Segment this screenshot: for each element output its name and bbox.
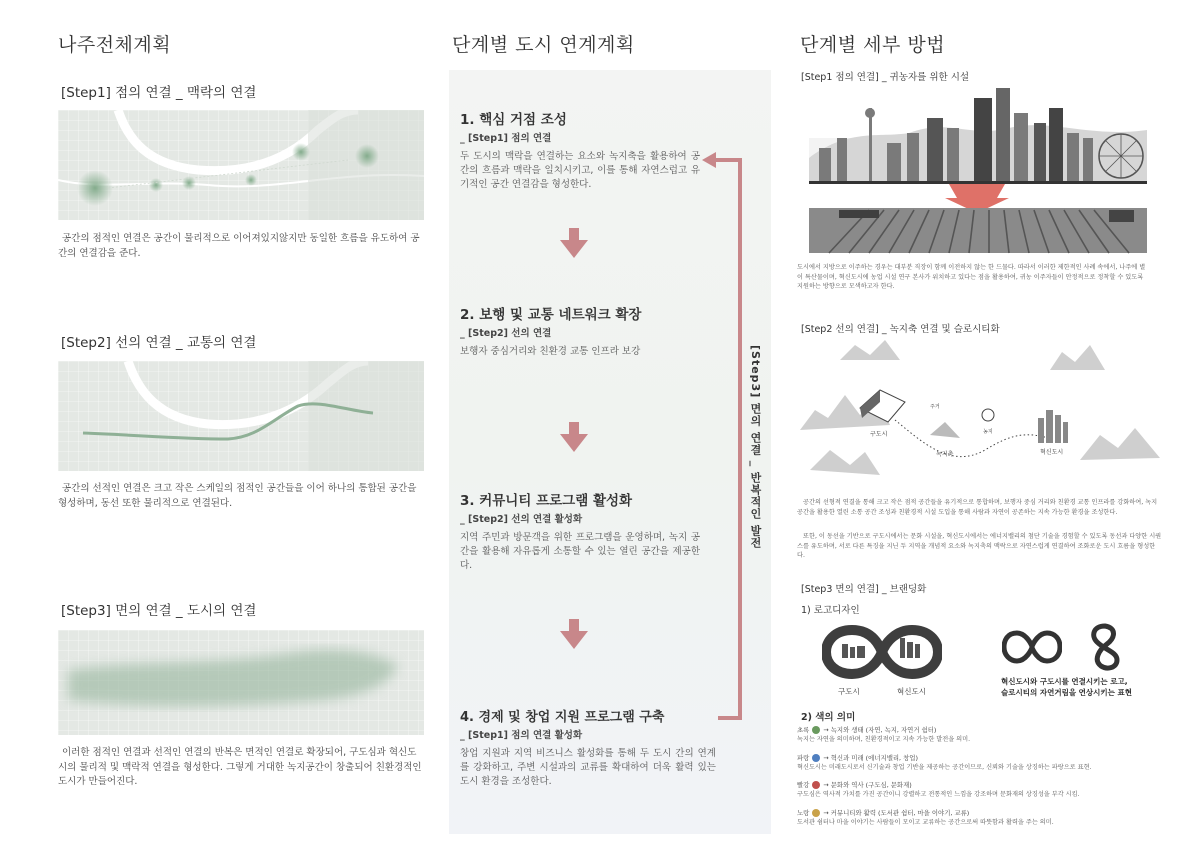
s1-text: 도시에서 지방으로 이주하는 경우는 대부분 직장이 함께 이전하지 않는 한 드물다. 따라서 이러한 제한적인 사례 속에서, 나주에 별이 특산물이며, 혁신도시에 농업 시설 연구 본사가 위치하고 있다는 점을 활용하여, 귀농 이주자들이 안정적으로 정착할 수 있도록 지원하는 방향으로 모색하고자 한다.	[797, 264, 1146, 291]
color-name: 초록	[797, 726, 810, 734]
plan-item-title: 1. 핵심 거점 조성	[460, 112, 567, 128]
plan-item-sub: _ [Step1] 점의 연결 활성화	[460, 730, 583, 741]
plan-item-text: 창업 지원과 지역 비즈니스 활성화를 통해 두 도시 간의 연계를 강화하고, 주변 시설과의 교류를 확대하여 더욱 활력 있는 도시 환경을 조성한다.	[460, 748, 716, 787]
logo-design-heading: 1) 로고디자인	[801, 605, 860, 616]
color-item-blue	[797, 753, 1167, 773]
green-dot-icon	[812, 726, 820, 734]
arrow-down-icon	[560, 619, 588, 653]
plan-item-2	[460, 303, 720, 359]
s2-heading: [Step2 선의 연결] _ 녹지축 연결 및 슬로시티화	[801, 324, 1000, 335]
color-name: 노랑	[797, 808, 810, 817]
s2-text-2: 또한, 이 동선을 기반으로 구도시에서는 문화 시설을, 혁신도시에서는 에너지밸리의 첨단 기술을 경험할 수 있도록 동선과 다양한 시퀀스를 유도하며, 서로 다른 특징을 지닌 두 지역을 개념적 요소와 녹지축의 맥락으로 자연스럽게 연결하여 조화로운 도시 흐름을 형성한다.	[797, 533, 1162, 560]
color-item-yellow	[797, 808, 1167, 828]
logo-label-innovation-city: 혁신도시	[897, 687, 926, 696]
label-house: 주거	[930, 404, 940, 410]
arrow-down-icon	[560, 422, 588, 456]
label-green-axis: 녹지축	[936, 451, 954, 458]
color-meaning: → 혁신과 미래 (에너지밸리, 창업)	[823, 753, 918, 762]
logo-label-old-city: 구도시	[838, 687, 860, 696]
plan-item-title: 3. 커뮤니티 프로그램 활성화	[460, 493, 633, 509]
logo-desc-line-1: 혁신도시와 구도시를 연결시키는 로고,	[1001, 677, 1128, 686]
logo-desc	[1001, 676, 1132, 698]
color-name: 파랑	[797, 753, 810, 762]
s1-heading: [Step1 점의 연결] _ 귀농자를 위한 시설	[801, 72, 970, 83]
color-desc: 혁신도시는 미래도시로서 신기술과 창업 기반을 제공하는 공간이므로, 신뢰와 기술을 상징하는 파랑으로 표현.	[797, 763, 1092, 771]
step1-desc: 공간의 점적인 연결은 공간이 물리적으로 이어져있지않지만 동일한 흐름을 유도하여 공간의 연결감을 준다.	[58, 233, 420, 259]
color-meaning: → 커뮤니티와 활력 (도서관 쉼터, 마을 이야기, 교류)	[823, 808, 970, 817]
step3-desc: 이러한 점적인 연결과 선적인 연결의 반복은 면적인 연결로 확장되어, 구도심과 혁신도시의 물리적 및 맥락적 연결을 형성한다. 그렇게 거대한 녹지공간이 창출되어 친환경적인 도시가 만들어진다.	[58, 747, 422, 787]
color-desc: 녹지는 자연을 의미하며, 친환경적이고 지속 가능한 발전을 의미.	[797, 736, 971, 743]
logo-desc-line-2: 슬로시티의 자연거림을 연상시키는 표현	[1001, 688, 1132, 697]
green-axis-illustration	[800, 340, 1165, 490]
step2-desc: 공간의 선적인 연결은 크고 작은 스케일의 점적인 공간들을 이어 하나의 통합된 공간을 형성하며, 동선 또한 물리적으로 연결된다.	[58, 483, 417, 509]
left-title: 나주전체계획	[58, 34, 172, 56]
step3-heading: [Step3] 면의 연결 _ 도시의 연결	[61, 603, 257, 619]
color-meaning: → 녹지와 생태 (자연, 녹지, 자연거 쉼터)	[823, 726, 937, 734]
step2-heading: [Step2] 선의 연결 _ 교통의 연결	[61, 335, 257, 351]
plan-item-title: 2. 보행 및 교통 네트워크 확장	[460, 307, 642, 323]
color-desc: 구도심은 역사적 가치를 가진 공간이니 강렬하고 전통적인 느낌을 강조하며 문화재의 상징성을 부각 시킴.	[797, 791, 1080, 799]
step1-heading: [Step1] 점의 연결 _ 맥락의 연결	[61, 85, 257, 101]
plan-item-sub: _ [Step2] 선의 연결	[460, 328, 552, 339]
color-item-green	[797, 725, 1167, 745]
right-title: 단계별 세부 방법	[800, 34, 946, 56]
plan-item-text: 보행자 중심거리와 친환경 교통 인프라 보강	[460, 346, 641, 357]
label-innovation-city: 혁신도시	[1040, 449, 1064, 456]
color-name: 빨강	[797, 781, 810, 790]
plan-item-3	[460, 489, 700, 573]
color-list	[797, 725, 1167, 827]
plan-item-text: 두 도시의 맥락을 연결하는 요소와 녹지축을 활용하여 공간의 흐름과 맥락을 일치시키고, 이를 통해 자연스럽고 유기적인 공간 연결감을 형성한다.	[460, 151, 700, 190]
label-farm: 농지	[983, 429, 993, 435]
loop-arrow-icon	[700, 150, 750, 734]
color-meaning: → 문화와 역사 (구도심, 문화재)	[823, 781, 912, 790]
step1-map	[58, 110, 424, 220]
plan-item-title: 4. 경제 및 창업 지원 프로그램 구축	[460, 710, 665, 725]
s3-heading: [Step3 면의 연결] _ 브랜딩화	[801, 584, 927, 595]
yellow-dot-icon	[812, 809, 820, 817]
color-desc: 도서관 쉼터나 마을 이야기는 사람들이 모이고 교류하는 공간으로써 따뜻함과 활력을 주는 의미.	[797, 818, 1054, 826]
middle-title: 단계별 도시 연계계획	[452, 34, 635, 56]
step3-map	[58, 630, 424, 735]
infinity-logo	[822, 622, 942, 686]
blue-dot-icon	[812, 754, 820, 762]
infinity-mark-icon	[1002, 627, 1062, 671]
figure-eight-icon	[1085, 622, 1125, 676]
plan-item-sub: _ [Step1] 점의 연결	[460, 133, 552, 144]
plan-item-sub: _ [Step2] 선의 연결 활성화	[460, 514, 583, 525]
red-dot-icon	[812, 781, 820, 789]
farm-city-illustration	[809, 88, 1147, 258]
arrow-down-icon	[560, 228, 588, 262]
plan-item-text: 지역 주민과 방문객을 위한 프로그램을 운영하며, 녹지 공간을 활용해 자유롭게 소통할 수 있는 열린 공간을 제공한다.	[460, 532, 700, 571]
color-meaning-heading: 2) 색의 의미	[801, 712, 856, 723]
plan-item-4	[460, 706, 716, 789]
plan-item-1	[460, 108, 700, 192]
step2-map	[58, 361, 424, 471]
s2-text-1: 공간의 선형적 연결을 통해 크고 작은 점적 공간들을 유기적으로 통합하며, 보행자 중심 거리와 친환경 교통 인프라를 강화하여, 녹지 공간을 활용한 열린 소통 공간 조성과 친환경적 시설 도입을 통해 사람과 자연이 공존하는 지속 가능한 환경을 조성한다.	[797, 499, 1158, 516]
color-item-red	[797, 780, 1167, 800]
label-old-city: 구도시	[870, 431, 888, 438]
loop-label: [Step3] 면의 연결 _ 반복적인 발전	[749, 345, 762, 549]
